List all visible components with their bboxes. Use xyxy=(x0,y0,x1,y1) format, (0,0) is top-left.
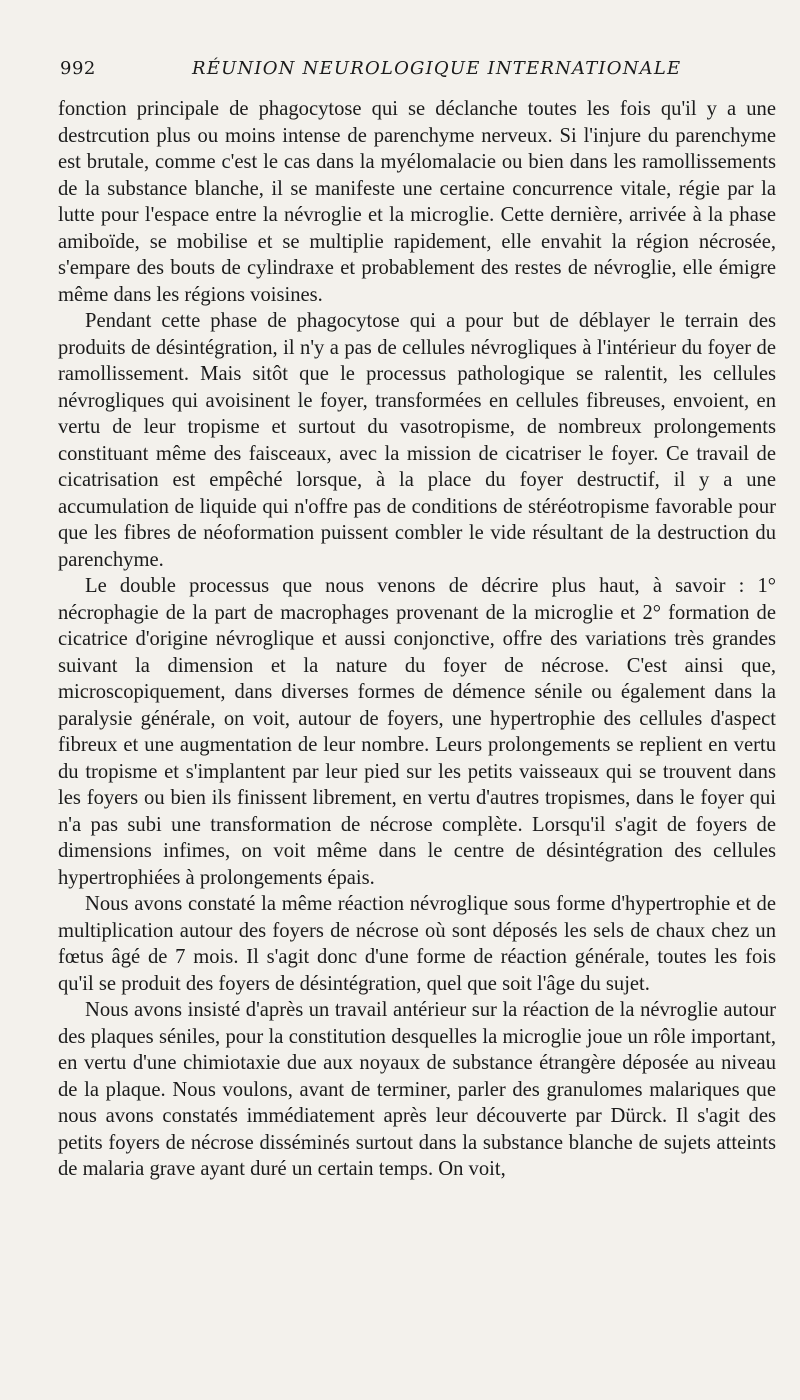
paragraph-3: Le double processus que nous venons de décrire plus haut, à savoir : 1° nécrophagie de la part de macrophages provenant de la microglie et 2° formation de cicatrice d'origine névroglique et aussi conjonctive, offre des variations très grandes suivant la dimension et la nature du foyer de nécrose. C'est ainsi que, microscopiquement, dans diverses formes de démence sénile ou également dans la paralysie générale, on voit, autour de foyers, une hypertrophie des cellules d'aspect fibreux et une augmentation de leur nombre. Leurs prolongements se replient en vertu du tropisme et s'implantent par leur pied sur les petits vaisseaux qui se trouvent dans les foyers ou bien ils finissent librement, en vertu d'autres tropismes, dans le foyer qui n'a pas subi une transformation de nécrose complète. Lorsqu'il s'agit de foyers de dimensions infimes, on voit même dans le centre de désintégration des cellules hypertrophiées à prolongements épais. xyxy=(58,575,776,889)
page-number: 992 xyxy=(60,58,96,79)
body-text xyxy=(58,96,776,1183)
paragraph-5: Nous avons insisté d'après un travail antérieur sur la réaction de la névroglie autour des plaques séniles, pour la constitution desquelles la microglie joue un rôle important, en vertu d'une chimiotaxie due aux noyaux de substance étrangère déposée au niveau de la plaque. Nous voulons, avant de terminer, parler des granulomes malariques que nous avons constatés immédiatement après leur découverte par Dürck. Il s'agit des petits foyers de nécrose disséminés surtout dans la substance blanche de sujets atteints de malaria grave ayant duré un certain temps. On voit, xyxy=(58,999,776,1180)
running-header xyxy=(60,58,772,88)
paragraph-1: fonction principale de phagocytose qui se déclanche toutes les fois qu'il y a une destrcution plus ou moins intense de parenchyme nerveux. Si l'injure du parenchyme est brutale, comme c'est le cas dans la myélomalacie ou bien dans les ramollissements de la substance blanche, il se manifeste une certaine concurrence vitale, régie par la lutte pour l'espace entre la névroglie et la microglie. Cette dernière, arrivée à la phase amiboïde, se mobilise et se multiplie rapidement, elle envahit la région nécrosée, s'empare des bouts de cylindraxe et probablement des restes de névroglie, elle émigre même dans les régions voisines. xyxy=(58,98,776,306)
paragraph-2: Pendant cette phase de phagocytose qui a pour but de déblayer le terrain des produits de désintégration, il n'y a pas de cellules névrogliques à l'intérieur du foyer de ramollissement. Mais sitôt que le processus pathologique se ralentit, les cellules névrogliques qui avoisinent le foyer, transformées en cellules fibreuses, envoient, en vertu de leur tropisme et surtout du vasotropisme, de nombreux prolongements constituant même des faisceaux, avec la mission de cicatriser le foyer. Ce travail de cicatrisation est empêché lorsque, à la place du foyer destructif, il y a une accumulation de liquide qui n'offre pas de conditions de stéréotropisme favorable pour que les fibres de néoformation puissent combler le vide résultant de la destruction du parenchyme. xyxy=(58,310,776,571)
paragraph-4: Nous avons constaté la même réaction névroglique sous forme d'hypertrophie et de multiplication autour des foyers de nécrose où sont déposés les sels de chaux chez un fœtus âgé de 7 mois. Il s'agit donc d'une forme de réaction générale, toutes les fois qu'il se produit des foyers de désintégration, quel que soit l'âge du sujet. xyxy=(58,893,776,995)
running-title: RÉUNION NEUROLOGIQUE INTERNATIONALE xyxy=(192,58,682,79)
